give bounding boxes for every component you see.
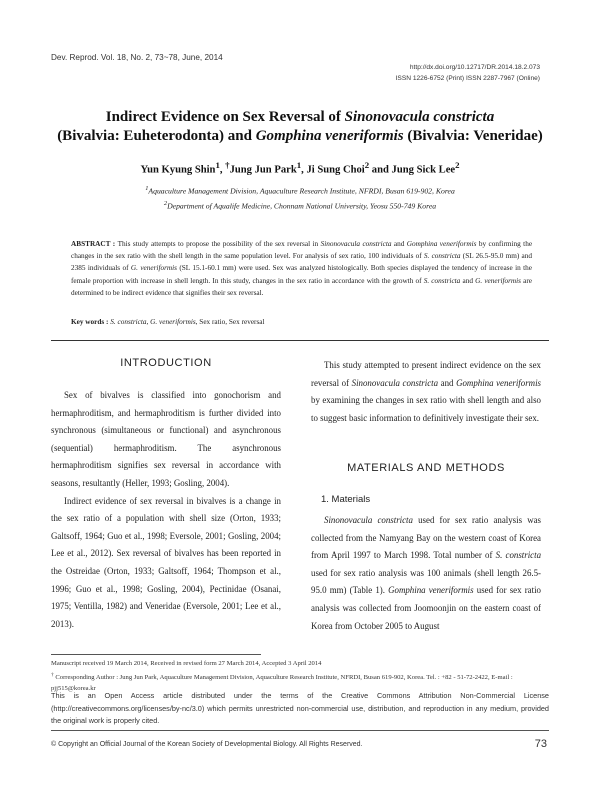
abstract-text: (SL 26.5-95.0 mm) and 2385 individuals of [71,252,533,273]
author-affil-sup: 1 [215,160,220,170]
keyword: S. constricta [110,318,147,326]
paragraph: Sex of bivalves is classified into gonochorism and hermaphroditism, and hermaphroditism is further divided into synchronous (simultaneous or functional) and asynchronous (sequential) hermaphroditism. The asynchronous hermaphroditism signifies sex reversal in accordance with seasons, resultantly (Heller, 1993; Gosling, 2004). [51,390,281,488]
text: and [438,377,457,388]
author-affil-sup: 1 [296,160,302,170]
title-text: (Bivalvia: Euheterodonta) and [57,128,256,144]
affiliation-2 [40,198,560,213]
copyright-notice: © Copyright an Official Journal of the Korean Society of Developmental Biology. All Rights Reserved. [51,741,363,748]
title-species: Gomphina veneriformis [255,128,404,144]
title-species: Sinonovacula constricta [344,109,495,125]
section-divider [51,340,549,341]
keywords-label: Key words : [71,318,111,326]
journal-citation: Dev. Reprod. Vol. 18, No. 2, 73~78, June, 2014 [51,53,223,62]
text: This study attempted to present indirect evidence on the sex reversal of [311,360,541,388]
paragraph [311,512,541,635]
page-number: 73 [534,738,547,750]
footnote-divider [51,654,261,655]
abstract-species: G. veneriformis [130,264,177,273]
abstract-species: Gomphina veneriformis [406,240,477,248]
author-name: Jung Sick Lee [391,164,456,176]
author-separator: , [219,164,226,176]
issn-line: ISSN 1226-6752 (Print) ISSN 2287-7967 (Online) [395,75,540,82]
species: Gomphina veneriformis [456,377,541,388]
doi-link[interactable]: http://dx.doi.org/10.12717/DR.2014.18.2.073 [409,64,540,71]
abstract-label: ABSTRACT : [71,240,118,248]
abstract-species: S. constricta [423,276,461,285]
footer-divider [51,730,549,731]
keywords [71,318,532,326]
paragraph: Indirect evidence of sex reversal in bivalves is a change in the sex ratio of a population with shell size (Orton, 1933; Galtsoff, 1964; Guo et al., 1998; Eversole, 2001; Gosling, 2004; Lee et al., 2012). Sex reversal of bivalves has been reported in the Ostreidae (Orton, 1933; Galtsoff, 1964; Thompson et al., 1996; Guo et al., 1998; Gosling, 2004), Pectinidae (Osanai, 1975; Ventilla, 1982) and Veneridae (Eversole, 2001; Lee et al., 2013). [51,495,281,629]
author-list [40,160,560,176]
author-separator: and [369,164,392,176]
affil-text: Department of Aqualife Medicine, Chonnam National University, Yeosu 550-749 Korea [167,201,437,211]
author-name: Yun Kyung Shin [140,164,216,176]
affiliations [40,183,560,213]
abstract-text: (SL 15.1-60.1 mm) were used. Sex was analyzed histologically. Both species displayed the tendency of increase in the female proportion with increase in shell length. In this study, changes in the sex ratio in accordance with the growth of [71,264,532,285]
keyword: , Sex ratio, Sex reversal [195,318,265,326]
abstract-species: S. constricta [423,252,461,261]
abstract [71,238,532,299]
corresponding-mark: † [225,160,230,170]
abstract-text: and [391,240,407,248]
species: Sinonovacula constricta [351,377,439,388]
text: by examining the changes in sex ratio with shell length and also to suggest basic information to definitively investigate their sex. [311,395,541,423]
title-line2 [57,128,543,144]
left-column [51,387,281,633]
author-separator: , [301,164,307,176]
manuscript-dates: Manuscript received 19 March 2014, Received in revised form 27 March 2014, Accepted 3 April 2014 [51,660,322,667]
materials-methods-heading: MATERIALS AND METHODS [347,462,505,474]
author-affil-sup: 2 [364,160,370,170]
abstract-text: by confirming the changes in the sex ratio with the shell length in the same population level. For analysis of sex ratio, 100 individuals of [71,240,533,261]
text: used for sex ratio analysis was 100 animals (shell length 26.5-95.0 mm) (Table 1). [311,567,541,596]
right-column [311,357,541,427]
open-access-notice: This is an Open Access article distributed under the terms of the Creative Commons Attribution Non-Commercial License (http://creativecommons.org/licenses/by-nc/3.0) which permits unrestricted non-commercial use, distribution, and reproduction in any medium, provided the original work is properly cited. [51,691,549,726]
title-text: (Bivalvia: Veneridae) [403,128,543,144]
affil-text: Aquaculture Management Division, Aquaculture Research Institute, NFRDI, Busan 619-902, Korea [148,186,455,196]
corresponding-mark: † [51,672,54,678]
introduction-heading: INTRODUCTION [120,357,212,369]
abstract-text: This study attempts to propose the possibility of the sex reversal in [117,240,321,248]
abstract-species: G. veneriformis [475,276,521,285]
author-name: Ji Sung Choi [306,164,365,176]
affil-marker: 2 [163,200,168,208]
materials-subheading: 1. Materials [321,494,371,505]
text: used for sex ratio analysis was collected from the Namyang Bay on the western coast of Korea from April 1997 to March 1998. Total number of [311,515,541,561]
author-name: Jung Jun Park [229,164,297,176]
author-affil-sup: 2 [455,160,460,170]
affiliation-1 [40,183,560,198]
species: Sinonovacula constricta [324,515,413,525]
species: Gomphina veneriformis [388,585,474,596]
abstract-species: Sinonovacula constricta [320,240,392,248]
doi-block [396,62,540,84]
article-title [40,108,560,146]
corresponding-text: Corresponding Author : Jung Jun Park, Aquaculture Management Division, Aquaculture Research Institute, NFRDI, Busan 619-902, Korea. Tel. : +82 - 51-72-2422, E-mail : pjj515@korea.kr [51,674,513,692]
materials-paragraph [311,512,541,635]
keyword: G. veneriformis [150,318,196,326]
keyword-sep: , [146,318,151,326]
affil-marker: 1 [145,185,149,192]
title-line1 [106,109,494,125]
abstract-text: are determined to be indirect evidence that signifies their sex reversal. [71,276,533,297]
species: S. constricta [495,550,542,561]
text: used for sex ratio analysis was collected from Joomoonjin on the eastern coast of Korea from October 2005 to August [311,585,541,631]
paragraph [311,357,541,427]
abstract-text: and [460,276,476,285]
title-text: Indirect Evidence on Sex Reversal of [105,109,345,125]
